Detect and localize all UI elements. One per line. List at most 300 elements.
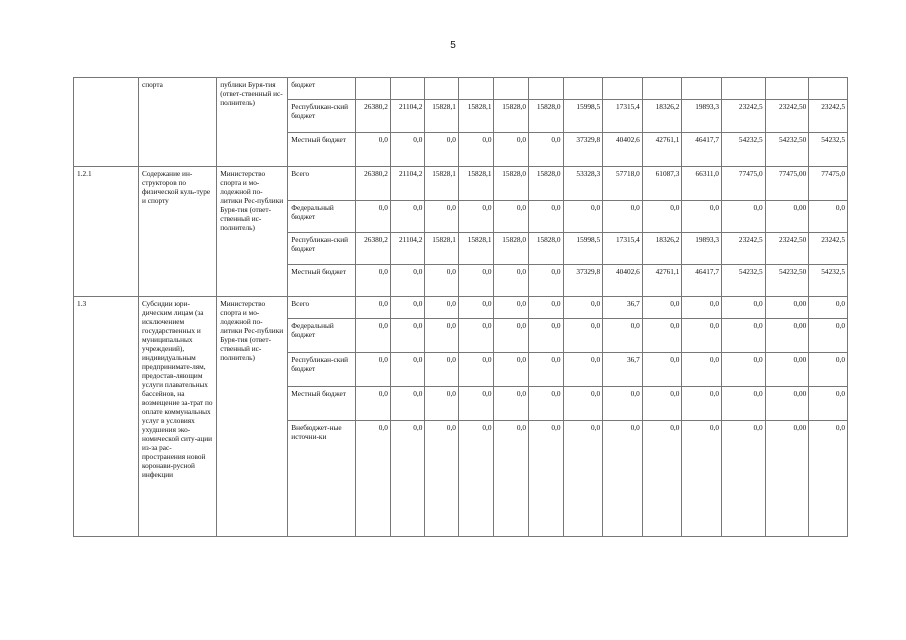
value-cell: [603, 421, 643, 537]
value-cell: [390, 421, 425, 537]
cell-value: 0,0: [516, 135, 526, 144]
cell-value: 0,0: [378, 355, 388, 364]
cell-value: 0,0: [551, 321, 561, 330]
cell-value: 66311,0: [695, 169, 719, 178]
cell-value: 0,0: [630, 203, 640, 212]
cell-value: 21104,2: [398, 102, 423, 111]
cell-value: 0,0: [670, 389, 680, 398]
cell-value: 0,0: [630, 321, 640, 330]
cell-value: 0,0: [378, 321, 388, 330]
value-cell: [356, 78, 391, 100]
value-cell: [603, 78, 643, 100]
value-cell: [563, 167, 603, 201]
value-cell: [494, 387, 529, 421]
cell-value: 0,0: [670, 423, 680, 432]
cell-value: 46417,7: [695, 135, 719, 144]
value-cell: [603, 265, 643, 297]
cell-value: 15828,1: [467, 235, 492, 244]
cell-value: 15828,1: [432, 102, 456, 111]
cell-value: 0,0: [709, 299, 719, 308]
cell-value: 0,0: [482, 299, 492, 308]
cell-value: 0,0: [446, 267, 456, 276]
cell-value: 15998,5: [576, 235, 601, 244]
cell-value: 0,0: [670, 321, 680, 330]
value-cell: [603, 167, 643, 201]
value-cell: [425, 265, 459, 297]
cell-value: 0,0: [591, 203, 601, 212]
cell-value: 40402,6: [616, 135, 640, 144]
value-cell: [682, 133, 722, 167]
funding-source: Местный бюджет: [288, 387, 356, 421]
value-cell: [809, 233, 848, 265]
cell-value: 0,0: [516, 203, 526, 212]
value-cell: [642, 201, 682, 233]
value-cell: [458, 233, 494, 265]
cell-value: 15828,0: [536, 102, 561, 111]
value-cell: [809, 133, 848, 167]
cell-value: 0,0: [516, 355, 526, 364]
funding-source: Республикан-ский бюджет: [288, 100, 356, 133]
value-cell: [458, 201, 494, 233]
cell-value: 54232,5: [821, 135, 845, 144]
value-cell: [390, 297, 425, 319]
value-cell: [390, 133, 425, 167]
value-cell: [425, 78, 459, 100]
cell-value: 0,0: [709, 321, 719, 330]
cell-value: 57718,0: [616, 169, 640, 178]
value-cell: [682, 201, 722, 233]
value-cell: [563, 133, 603, 167]
value-cell: [642, 100, 682, 133]
value-cell: [721, 233, 765, 265]
value-cell: [682, 100, 722, 133]
value-cell: [529, 233, 564, 265]
value-cell: [642, 265, 682, 297]
value-cell: [458, 167, 494, 201]
cell-value: 0,0: [446, 423, 456, 432]
value-cell: [425, 233, 459, 265]
cell-value: 0,0: [378, 267, 388, 276]
cell-value: 15828,1: [467, 169, 492, 178]
cell-value: 0,0: [709, 423, 719, 432]
cell-value: 0,0: [591, 389, 601, 398]
cell-value: 77475,0: [821, 169, 845, 178]
value-cell: [603, 100, 643, 133]
cell-value: 0,0: [446, 135, 456, 144]
value-cell: [721, 297, 765, 319]
cell-value: 21104,2: [398, 169, 423, 178]
value-cell: [721, 167, 765, 201]
cell-value: 0,0: [670, 203, 680, 212]
value-cell: [809, 319, 848, 353]
cell-value: 0,0: [630, 389, 640, 398]
value-cell: [721, 265, 765, 297]
cell-value: 0,0: [835, 423, 845, 432]
value-cell: [494, 319, 529, 353]
value-cell: [529, 100, 564, 133]
cell-value: 0,0: [670, 299, 680, 308]
cell-value: 36,7: [626, 299, 640, 308]
value-cell: [721, 319, 765, 353]
value-cell: [356, 353, 391, 387]
cell-value: 15828,1: [432, 235, 456, 244]
cell-value: 0,0: [551, 267, 561, 276]
cell-value: 0,0: [482, 355, 492, 364]
value-cell: [809, 297, 848, 319]
value-cell: [425, 297, 459, 319]
cell-value: 54232,5: [821, 267, 845, 276]
value-cell: [642, 387, 682, 421]
value-cell: [494, 201, 529, 233]
value-cell: [425, 319, 459, 353]
value-cell: [458, 78, 494, 100]
value-cell: [765, 297, 809, 319]
value-cell: [603, 387, 643, 421]
value-cell: [682, 265, 722, 297]
cell-value: 0,0: [835, 389, 845, 398]
cell-value: 15828,0: [536, 169, 561, 178]
cell-value: 77475,0: [738, 169, 763, 178]
value-cell: [458, 421, 494, 537]
cell-value: 0,0: [446, 321, 456, 330]
cell-value: 17315,4: [616, 102, 640, 111]
value-cell: [765, 167, 809, 201]
cell-value: 0,0: [378, 203, 388, 212]
value-cell: [563, 297, 603, 319]
cell-value: 0,0: [835, 299, 845, 308]
value-cell: [529, 353, 564, 387]
value-cell: [425, 387, 459, 421]
value-cell: [425, 353, 459, 387]
cell-value: 0,00: [793, 299, 807, 308]
funding-source: Федеральный бюджет: [288, 319, 356, 353]
funding-source: Федеральный бюджет: [288, 201, 356, 233]
funding-source: Всего: [288, 167, 356, 201]
cell-value: 0,0: [516, 321, 526, 330]
funding-source: Республикан-ский бюджет: [288, 353, 356, 387]
cell-value: 0,0: [446, 299, 456, 308]
value-cell: [529, 201, 564, 233]
cell-value: 0,0: [482, 135, 492, 144]
value-cell: [563, 421, 603, 537]
cell-value: 0,00: [793, 423, 807, 432]
cell-value: 0,0: [378, 299, 388, 308]
value-cell: [563, 387, 603, 421]
cell-value: 37329,8: [576, 135, 601, 144]
table-row: [74, 78, 848, 100]
value-cell: [494, 353, 529, 387]
funding-source: Местный бюджет: [288, 133, 356, 167]
value-cell: [494, 133, 529, 167]
value-cell: [529, 297, 564, 319]
value-cell: [809, 167, 848, 201]
cell-value: 0,00: [793, 321, 807, 330]
cell-value: 23242,50: [778, 102, 807, 111]
cell-value: 21104,2: [398, 235, 423, 244]
funding-source: Внебюджет-ные источни-ки: [288, 421, 356, 537]
cell-value: 26380,2: [364, 102, 388, 111]
value-cell: [721, 78, 765, 100]
value-cell: [642, 421, 682, 537]
cell-value: 0,0: [413, 423, 423, 432]
value-cell: [390, 167, 425, 201]
value-cell: [765, 421, 809, 537]
funding-source: Местный бюджет: [288, 265, 356, 297]
cell-value: 17315,4: [616, 235, 640, 244]
value-cell: [809, 353, 848, 387]
value-cell: [356, 387, 391, 421]
cell-value: 54232,50: [778, 267, 807, 276]
value-cell: [529, 78, 564, 100]
row-code: 1.3: [74, 297, 139, 537]
value-cell: [494, 78, 529, 100]
cell-value: 0,0: [516, 389, 526, 398]
value-cell: [356, 201, 391, 233]
value-cell: [563, 78, 603, 100]
cell-value: 0,0: [413, 267, 423, 276]
cell-value: 15828,0: [502, 169, 526, 178]
value-cell: [809, 265, 848, 297]
cell-value: 23242,5: [738, 235, 763, 244]
executor-name: Министерство спорта и мо-лодежной по-литики Рес-публики Буря-тия (ответ-ственный ис-полнитель): [217, 297, 288, 537]
value-cell: [425, 133, 459, 167]
value-cell: [809, 78, 848, 100]
value-cell: [603, 233, 643, 265]
value-cell: [494, 233, 529, 265]
funding-source: бюджет: [288, 78, 356, 100]
value-cell: [682, 233, 722, 265]
cell-value: 0,00: [793, 389, 807, 398]
cell-value: 15828,1: [467, 102, 492, 111]
cell-value: 36,7: [626, 355, 640, 364]
cell-value: 0,0: [413, 389, 423, 398]
value-cell: [390, 387, 425, 421]
cell-value: 0,0: [516, 423, 526, 432]
value-cell: [425, 421, 459, 537]
value-cell: [356, 167, 391, 201]
cell-value: 0,0: [835, 321, 845, 330]
value-cell: [458, 387, 494, 421]
cell-value: 42761,1: [655, 135, 680, 144]
value-cell: [356, 297, 391, 319]
cell-value: 0,0: [378, 423, 388, 432]
value-cell: [356, 421, 391, 537]
cell-value: 40402,6: [616, 267, 640, 276]
row-code: 1.2.1: [74, 167, 139, 297]
value-cell: [458, 353, 494, 387]
value-cell: [458, 133, 494, 167]
value-cell: [529, 319, 564, 353]
value-cell: [721, 100, 765, 133]
value-cell: [809, 421, 848, 537]
value-cell: [765, 265, 809, 297]
cell-value: 0,0: [630, 423, 640, 432]
value-cell: [642, 297, 682, 319]
value-cell: [458, 100, 494, 133]
page-number: 5: [450, 40, 456, 51]
cell-value: 0,0: [551, 299, 561, 308]
cell-value: 77475,00: [778, 169, 807, 178]
value-cell: [642, 167, 682, 201]
value-cell: [356, 265, 391, 297]
value-cell: [809, 100, 848, 133]
value-cell: [563, 319, 603, 353]
value-cell: [563, 233, 603, 265]
cell-value: 61087,3: [655, 169, 680, 178]
cell-value: 23242,5: [821, 102, 845, 111]
value-cell: [356, 319, 391, 353]
value-cell: [529, 265, 564, 297]
value-cell: [809, 201, 848, 233]
cell-value: 26380,2: [364, 235, 388, 244]
value-cell: [390, 353, 425, 387]
cell-value: 18326,2: [655, 102, 680, 111]
cell-value: 0,0: [413, 355, 423, 364]
cell-value: 0,0: [482, 267, 492, 276]
executor-name: Министерство спорта и мо-лодежной по-литики Рес-публики Буря-тия (ответ-ственный ис-полнитель): [217, 167, 288, 297]
cell-value: 0,0: [835, 203, 845, 212]
measure-name: спорта: [139, 78, 217, 167]
cell-value: 0,0: [591, 355, 601, 364]
cell-value: 0,0: [551, 389, 561, 398]
cell-value: 0,0: [591, 321, 601, 330]
cell-value: 0,0: [753, 321, 763, 330]
cell-value: 0,00: [793, 355, 807, 364]
value-cell: [603, 319, 643, 353]
value-cell: [765, 233, 809, 265]
value-cell: [603, 353, 643, 387]
value-cell: [682, 421, 722, 537]
value-cell: [765, 133, 809, 167]
cell-value: 15828,0: [502, 102, 526, 111]
value-cell: [765, 100, 809, 133]
value-cell: [603, 297, 643, 319]
value-cell: [494, 421, 529, 537]
cell-value: 18326,2: [655, 235, 680, 244]
cell-value: 23242,5: [738, 102, 763, 111]
cell-value: 0,0: [482, 321, 492, 330]
value-cell: [721, 133, 765, 167]
cell-value: 0,0: [446, 355, 456, 364]
cell-value: 0,0: [516, 299, 526, 308]
value-cell: [390, 201, 425, 233]
cell-value: 0,0: [551, 423, 561, 432]
value-cell: [390, 100, 425, 133]
funding-source: Республикан-ский бюджет: [288, 233, 356, 265]
cell-value: 37329,8: [576, 267, 601, 276]
cell-value: 0,0: [591, 423, 601, 432]
cell-value: 0,0: [551, 355, 561, 364]
cell-value: 0,0: [551, 135, 561, 144]
cell-value: 0,0: [709, 389, 719, 398]
value-cell: [682, 297, 722, 319]
cell-value: 46417,7: [695, 267, 719, 276]
value-cell: [458, 297, 494, 319]
value-cell: [425, 201, 459, 233]
cell-value: 0,0: [446, 203, 456, 212]
value-cell: [642, 133, 682, 167]
cell-value: 15828,0: [536, 235, 561, 244]
value-cell: [425, 167, 459, 201]
value-cell: [356, 233, 391, 265]
value-cell: [494, 265, 529, 297]
value-cell: [682, 78, 722, 100]
value-cell: [765, 201, 809, 233]
cell-value: 0,0: [753, 389, 763, 398]
cell-value: 23242,5: [821, 235, 845, 244]
funding-source: Всего: [288, 297, 356, 319]
value-cell: [721, 201, 765, 233]
cell-value: 15828,0: [502, 235, 526, 244]
cell-value: 0,0: [753, 423, 763, 432]
cell-value: 54232,50: [778, 135, 807, 144]
value-cell: [642, 353, 682, 387]
value-cell: [425, 100, 459, 133]
cell-value: 0,0: [482, 203, 492, 212]
cell-value: 0,0: [591, 299, 601, 308]
measure-name: Содержание ин-структоров по физической куль-туре и спорту: [139, 167, 217, 297]
cell-value: 0,0: [482, 389, 492, 398]
value-cell: [390, 265, 425, 297]
value-cell: [529, 387, 564, 421]
cell-value: 15998,5: [576, 102, 601, 111]
cell-value: 0,0: [709, 355, 719, 364]
cell-value: 0,0: [413, 135, 423, 144]
value-cell: [458, 319, 494, 353]
value-cell: [356, 133, 391, 167]
cell-value: 0,0: [446, 389, 456, 398]
cell-value: 0,0: [753, 299, 763, 308]
value-cell: [494, 167, 529, 201]
budget-table: [73, 77, 848, 537]
cell-value: 0,0: [482, 423, 492, 432]
value-cell: [494, 297, 529, 319]
cell-value: 0,0: [413, 321, 423, 330]
cell-value: 19893,3: [695, 235, 719, 244]
value-cell: [390, 319, 425, 353]
value-cell: [642, 233, 682, 265]
value-cell: [682, 387, 722, 421]
cell-value: 0,0: [378, 389, 388, 398]
value-cell: [563, 265, 603, 297]
value-cell: [765, 319, 809, 353]
value-cell: [563, 100, 603, 133]
value-cell: [721, 353, 765, 387]
value-cell: [682, 319, 722, 353]
value-cell: [563, 353, 603, 387]
value-cell: [603, 133, 643, 167]
cell-value: 0,0: [835, 355, 845, 364]
cell-value: 54232,5: [738, 135, 763, 144]
cell-value: 0,0: [551, 203, 561, 212]
table-row: [74, 167, 848, 201]
value-cell: [390, 78, 425, 100]
value-cell: [494, 100, 529, 133]
cell-value: 0,0: [753, 203, 763, 212]
value-cell: [721, 387, 765, 421]
value-cell: [765, 353, 809, 387]
cell-value: 23242,50: [778, 235, 807, 244]
cell-value: 0,0: [709, 203, 719, 212]
executor-name: публики Буря-тия (ответ-ственный ис-полнитель): [217, 78, 288, 167]
value-cell: [529, 133, 564, 167]
cell-value: 19893,3: [695, 102, 719, 111]
cell-value: 0,0: [516, 267, 526, 276]
value-cell: [682, 353, 722, 387]
value-cell: [563, 201, 603, 233]
value-cell: [529, 421, 564, 537]
cell-value: 0,00: [793, 203, 807, 212]
